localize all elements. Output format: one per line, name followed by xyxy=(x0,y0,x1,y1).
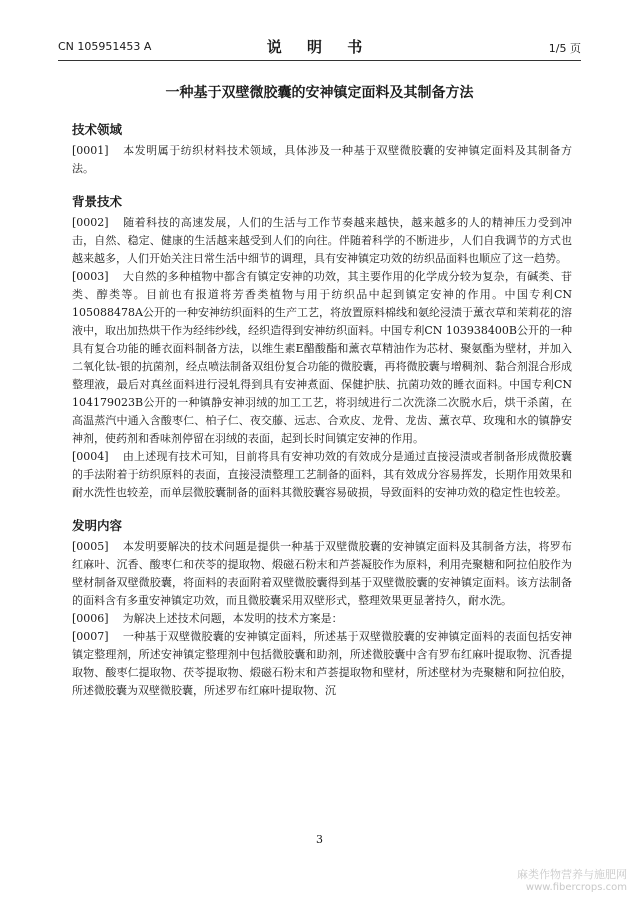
paragraph xyxy=(72,142,572,178)
document-body xyxy=(72,120,572,700)
paragraph-text: 大自然的多种植物中都含有镇定安神的功效，其主要作用的化学成分较为复杂，有碱类、苷类、醇类等。目前也有报道将芳香类植物与用于纺织品中起到镇定安神的作用。中国专利CN 105088478A公开的一种安神纺织面料的生产工艺，将放置原料棉线和氨纶浸渍于薰衣草和茉莉花的溶液中，取出加热烘干作为经纬纱线，经织造得到安神纺织面料。中国专利CN 103938400B公开的一种具有复合功能的睡衣面料制备方法，以维生素E醋酸酯和薰衣草精油作为芯材、聚氨酯为壁材，并加入二氧化钛-银的抗菌剂，经点喷法制备双组份复合功能的微胶囊，再将微胶囊与增稠剂、黏合剂混合形成整理液，最后对真丝面料进行浸轧得到具有安神煮面、保健护肤、抗菌功效的睡衣面料。中国专利CN 104179023B公开的一种镇静安神羽绒的加工工艺，将羽绒进行二次洗涤二次脱水后，烘干杀菌，在高温蒸汽中通入含酸枣仁、柏子仁、夜交藤、远志、合欢皮、龙骨、龙齿、薰衣草、玫瑰和水的镇静安神剂，使药剂和香味剂停留在羽绒的表面，起到长时间镇定安神的作用。 xyxy=(72,270,572,445)
paragraph xyxy=(72,538,572,610)
paragraph-text: 为解决上述技术问题，本发明的技术方案是： xyxy=(122,612,343,625)
paragraph xyxy=(72,628,572,700)
paragraph xyxy=(72,448,572,502)
paragraph-text: 随着科技的高速发展，人们的生活与工作节奏越来越快，越来越多的人的精神压力受到冲击，自然、稳定、健康的生活越来越受到人们的向往。伴随着科学的不断进步，人们自我调节的方式也越来越多，人们开始关注日常生活中细节的调理，具有安神镇定功效的纺织品面料也顺应了这一趋势。 xyxy=(72,216,572,265)
paragraph-number: [0005] xyxy=(72,540,109,553)
paragraph-number: [0003] xyxy=(72,270,109,283)
watermark-url: www.fibercrops.com xyxy=(525,882,627,893)
paragraph-text: 本发明属于纺织材料技术领域，具体涉及一种基于双壁微胶囊的安神镇定面料及其制备方法。 xyxy=(72,144,572,175)
page-header xyxy=(58,36,581,58)
section-heading: 技术领域 xyxy=(72,122,123,137)
page-count: 1/5 页 xyxy=(548,42,581,55)
header-rule xyxy=(58,60,581,61)
page-number: 3 xyxy=(316,833,323,846)
paragraph xyxy=(72,268,572,448)
paragraph-number: [0002] xyxy=(72,216,109,229)
paragraph-text: 一种基于双壁微胶囊的安神镇定面料，所述基于双壁微胶囊的安神镇定面料的表面包括安神镇定整理剂，所述安神镇定整理剂中包括微胶囊和助剂，所述微胶囊中含有罗布红麻叶提取物、沉香提取物、酸枣仁提取物、茯苓提取物、煅磁石粉末和芦荟提取物和壁材，所述壁材为壳聚糖和阿拉伯胶，所述微胶囊为双壁微胶囊，所述罗布红麻叶提取物、沉 xyxy=(72,630,572,697)
paragraph-text: 本发明要解决的技术问题是提供一种基于双壁微胶囊的安神镇定面料及其制备方法，将罗布红麻叶、沉香、酸枣仁和茯苓的提取物、煅磁石粉末和芦荟凝胶作为原料，利用壳聚糖和阿拉伯胶作为壁材制备双壁微胶囊，将面料的表面附着双壁微胶囊得到基于双壁微胶囊的安神镇定面料。该方法制备的面料含有多重安神镇定功效，而且微胶囊采用双壁形式，整理效果更显著持久，耐水洗。 xyxy=(72,540,572,607)
watermark xyxy=(517,866,627,893)
paragraph-number: [0006] xyxy=(72,612,109,625)
watermark-title: 麻类作物营养与施肥网 xyxy=(517,868,627,881)
paragraph-text: 由上述现有技术可知，目前将具有安神功效的有效成分是通过直接浸渍或者制备形成微胶囊的手法附着于纺织原料的表面，直接浸渍整理工艺制备的面料，其有效成分容易挥发，长期作用效果和耐水洗性也较差，而单层微胶囊制备的面料其微胶囊容易破损，导致面料的安神功效的稳定性也较差。 xyxy=(72,450,572,499)
paragraph-number: [0001] xyxy=(72,144,109,157)
doc-type: 说 明 书 xyxy=(266,38,373,56)
section-heading: 发明内容 xyxy=(72,518,123,533)
document-title: 一种基于双壁微胶囊的安神镇定面料及其制备方法 xyxy=(165,85,474,101)
paragraph-number: [0007] xyxy=(72,630,109,643)
section-heading: 背景技术 xyxy=(72,194,123,209)
paragraph xyxy=(72,610,572,628)
paragraph-number: [0004] xyxy=(72,450,109,463)
paragraph xyxy=(72,214,572,268)
doc-number: CN 105951453 A xyxy=(58,40,152,53)
